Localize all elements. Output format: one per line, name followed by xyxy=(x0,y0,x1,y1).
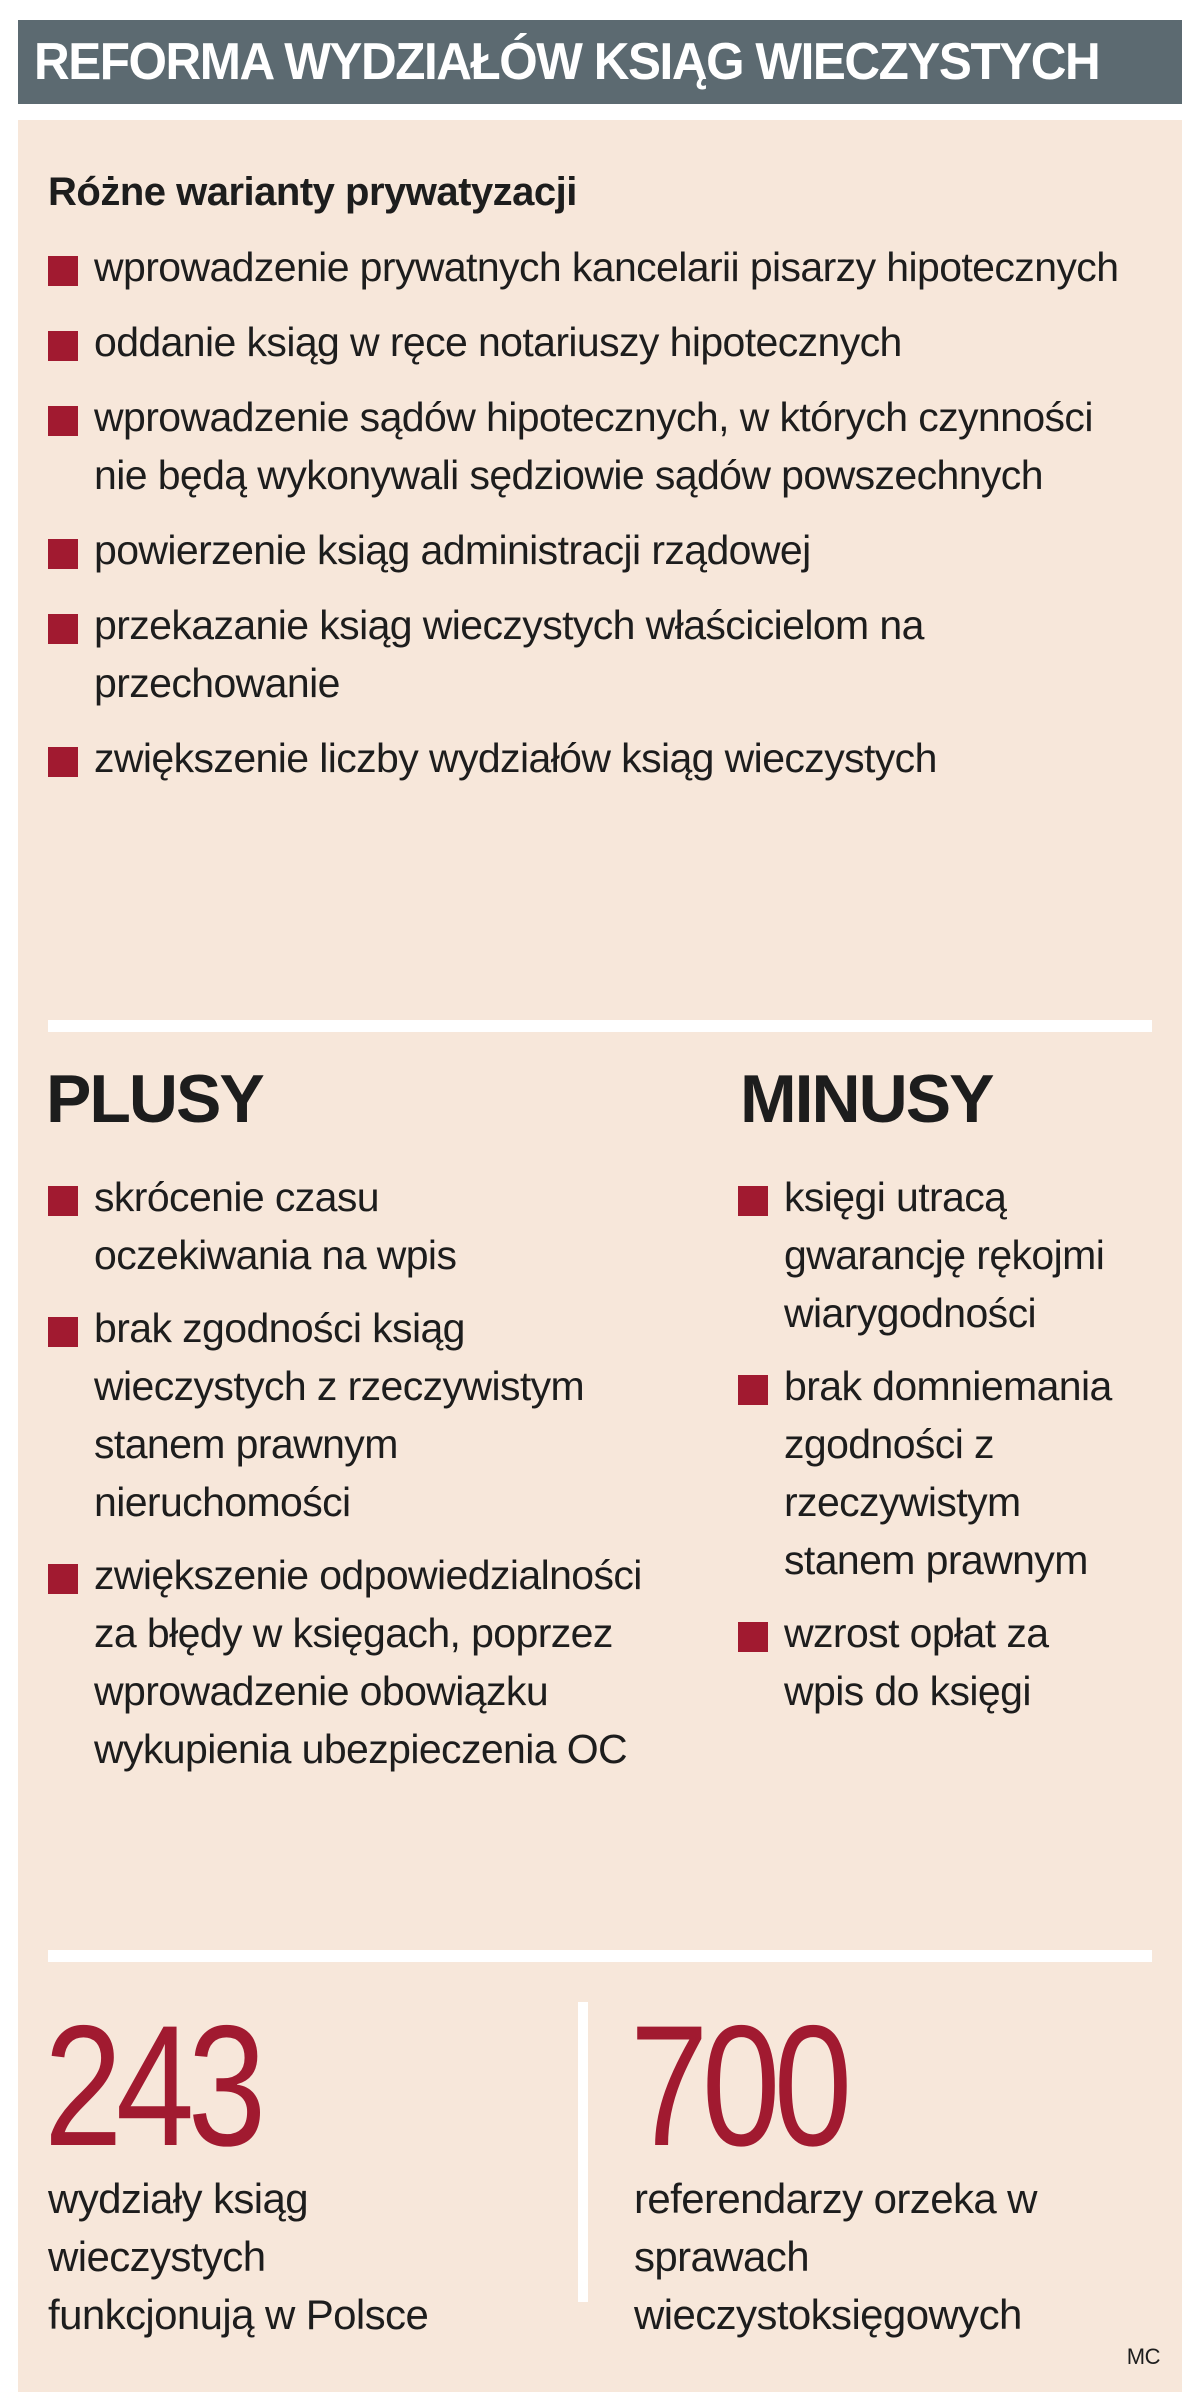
variants-heading: Różne warianty prywatyzacji xyxy=(48,170,577,214)
minusy-text: brak domniemania zgodności z rzeczywistym stanem prawnym xyxy=(784,1363,1112,1583)
variant-item xyxy=(48,729,1138,787)
plusy-list xyxy=(48,1168,728,1793)
page-title: REFORMA WYDZIAŁÓW KSIĄG WIECZYSTYCH xyxy=(34,33,1100,91)
square-bullet-icon xyxy=(738,1186,768,1216)
square-bullet-icon xyxy=(48,1564,78,1594)
plusy-text: zwiększenie odpowiedzialności za błędy w księgach, poprzez wprowadzenie obowiązku wykupienia ubezpieczenia OC xyxy=(94,1552,642,1772)
square-bullet-icon xyxy=(48,331,78,361)
variant-item xyxy=(48,313,1138,371)
minusy-item xyxy=(738,1604,1118,1720)
minusy-item xyxy=(738,1168,1108,1342)
variant-item xyxy=(48,521,1138,579)
vertical-divider xyxy=(578,2002,588,2302)
plusy-item xyxy=(48,1546,668,1778)
variant-item xyxy=(48,238,1138,296)
divider xyxy=(48,1020,1152,1032)
author-credit: MC xyxy=(1126,2344,1160,2369)
stat-number: 700 xyxy=(630,1990,846,2182)
minusy-item xyxy=(738,1357,1158,1589)
plusy-heading: PLUSY xyxy=(46,1061,263,1137)
plusy-text: brak zgodności ksiąg wieczystych z rzeczywistym stanem prawnym nieruchomości xyxy=(94,1305,585,1525)
square-bullet-icon xyxy=(48,256,78,286)
variant-text: powierzenie ksiąg administracji rządowej xyxy=(94,527,811,573)
stat-description: referendarzy orzeka w sprawach wieczystoksięgowych xyxy=(634,2175,1037,2338)
plusy-item xyxy=(48,1168,488,1284)
plusy-item xyxy=(48,1299,648,1531)
minusy-heading: MINUSY xyxy=(740,1061,993,1137)
variant-text: oddanie ksiąg w ręce notariuszy hipotecznych xyxy=(94,319,902,365)
stat-number: 243 xyxy=(44,1990,260,2182)
minusy-list xyxy=(738,1168,1168,1735)
square-bullet-icon xyxy=(48,614,78,644)
square-bullet-icon xyxy=(738,1375,768,1405)
square-bullet-icon xyxy=(738,1622,768,1652)
square-bullet-icon xyxy=(48,747,78,777)
variant-text: wprowadzenie sądów hipotecznych, w których czynności nie będą wykonywali sędziowie sądów powszechnych xyxy=(94,394,1093,498)
square-bullet-icon xyxy=(48,539,78,569)
title-bar xyxy=(18,20,1182,104)
variants-list xyxy=(48,238,1138,804)
variant-item xyxy=(48,596,1138,712)
content-panel xyxy=(18,120,1182,2392)
square-bullet-icon xyxy=(48,1186,78,1216)
variant-text: zwiększenie liczby wydziałów ksiąg wieczystych xyxy=(94,735,937,781)
variant-text: przekazanie ksiąg wieczystych właścicielom na przechowanie xyxy=(94,602,924,706)
square-bullet-icon xyxy=(48,406,78,436)
square-bullet-icon xyxy=(48,1317,78,1347)
variant-item xyxy=(48,388,1138,504)
divider xyxy=(48,1950,1152,1962)
variant-text: wprowadzenie prywatnych kancelarii pisarzy hipotecznych xyxy=(94,244,1119,290)
stat-description: wydziały ksiąg wieczystych funkcjonują w Polsce xyxy=(48,2175,429,2338)
plusy-text: skrócenie czasu oczekiwania na wpis xyxy=(94,1174,457,1278)
minusy-text: księgi utracą gwarancję rękojmi wiarygodności xyxy=(784,1174,1105,1336)
minusy-text: wzrost opłat za wpis do księgi xyxy=(784,1610,1049,1714)
